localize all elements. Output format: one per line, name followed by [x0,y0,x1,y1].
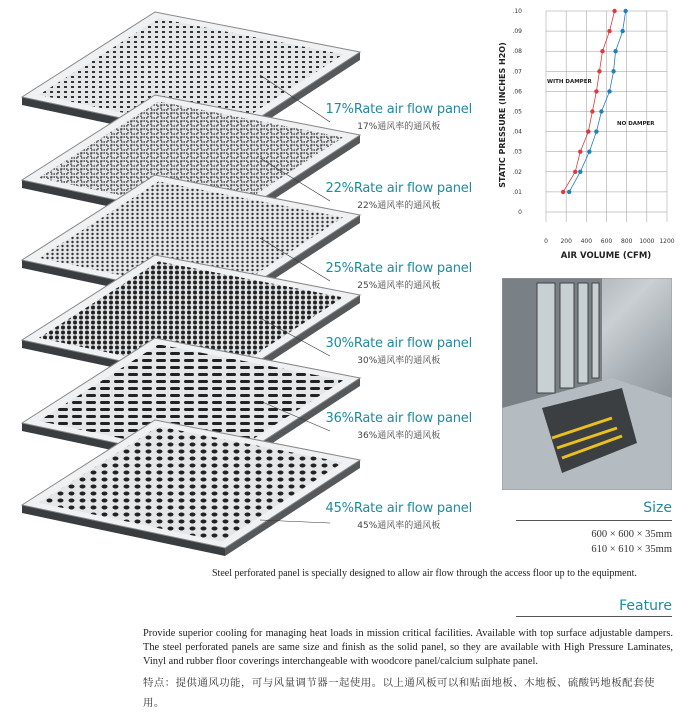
data-point [561,190,565,194]
panel-label-cn: 36%通风率的通风板 [357,431,441,441]
y-tick-label: .01 [512,188,522,196]
y-tick-label: .04 [512,128,522,136]
x-tick-label: 400 [580,238,593,245]
x-tick-label: 1000 [639,238,655,245]
panel-label-cn: 45%通风率的通风板 [357,521,441,531]
x-tick-label: 1200 [659,238,675,245]
size-item: 600 × 600 × 35mm [591,529,672,540]
data-point [590,109,594,113]
y-tick-label: .03 [512,148,522,156]
panel-label-en: 30%Rate air flow panel [325,336,472,351]
data-point [599,109,603,113]
data-point [600,49,604,53]
panel-label-cn: 17%通风率的通风板 [357,122,441,132]
panel-label [326,102,472,132]
panel-label [326,181,472,211]
data-point [594,129,598,133]
y-tick-label: .09 [512,28,522,36]
data-point [607,29,611,33]
x-tick-label: 600 [600,238,613,245]
panel-label [326,261,472,291]
data-point [611,69,615,73]
series-label: WITH DAMPER [547,79,592,85]
series-line [563,11,614,192]
data-point [613,49,617,53]
data-point [623,9,627,13]
data-center-floor-photo [502,278,672,490]
data-point [567,190,571,194]
data-point [587,150,591,154]
airflow-chart [495,0,695,265]
x-tick-label: 0 [544,238,548,245]
data-point [597,69,601,73]
x-tick-label: 200 [560,238,572,245]
data-point [578,170,582,174]
y-tick-label: .10 [512,8,522,15]
y-axis-label: STATIC PRESSURE (INCHES H2O) [498,42,507,188]
data-point [578,150,582,154]
series-line [569,11,625,192]
panel-label-en: 17%Rate air flow panel [325,102,472,117]
panel-label [326,501,472,531]
panel-label-en: 36%Rate air flow panel [325,411,472,426]
feature-heading: Feature [619,598,672,614]
size-item: 610 × 610 × 35mm [591,544,672,555]
feature-text-cn: 特点：提供通风功能，可与风量调节器一起使用。以上通风板可以和贴面地板、木地板、硫酸钙地板配套使用。 [143,677,655,709]
panel-label-cn: 25%通风率的通风板 [357,281,441,291]
data-point [573,170,577,174]
y-tick-label: .06 [512,88,522,96]
size-list [591,527,672,557]
panel-label-en: 25%Rate air flow panel [325,261,472,276]
y-tick-label: .07 [512,68,522,76]
panel-label-en: 45%Rate air flow panel [325,501,472,516]
y-tick-label: .05 [512,108,522,116]
panel-label [326,336,472,366]
data-point [612,9,616,13]
panel-label [326,411,472,441]
data-point [607,89,611,93]
size-divider [516,520,672,521]
data-point [620,29,624,33]
panel-label-cn: 22%通风率的通风板 [357,201,441,211]
data-point [594,89,598,93]
panel-description: Steel perforated panel is specially designed to allow air flow through the access floor up to the equipment. [212,568,637,579]
feature-divider [516,616,672,617]
series-label: NO DAMPER [617,121,655,127]
y-tick-label: .08 [512,48,522,56]
y-tick-label: .02 [512,168,522,176]
x-axis-label: AIR VOLUME (CFM) [560,251,652,261]
panel-label-cn: 30%通风率的通风板 [357,356,441,366]
panel-label-en: 22%Rate air flow panel [325,181,472,196]
size-heading: Size [643,500,672,516]
x-tick-label: 800 [620,238,633,245]
feature-text: Provide superior cooling for managing heat loads in mission critical facilities. Available with top surface adjustable dampers. The steel perforated panels are same size and finish as the solid panel, so they are available with High Pressure Laminates, Vinyl and rubber floor coverings interchangeable with woodcore panel/calcium sulphate panel. [143,628,673,667]
y-tick-label: 0 [518,209,522,216]
data-point [586,129,590,133]
